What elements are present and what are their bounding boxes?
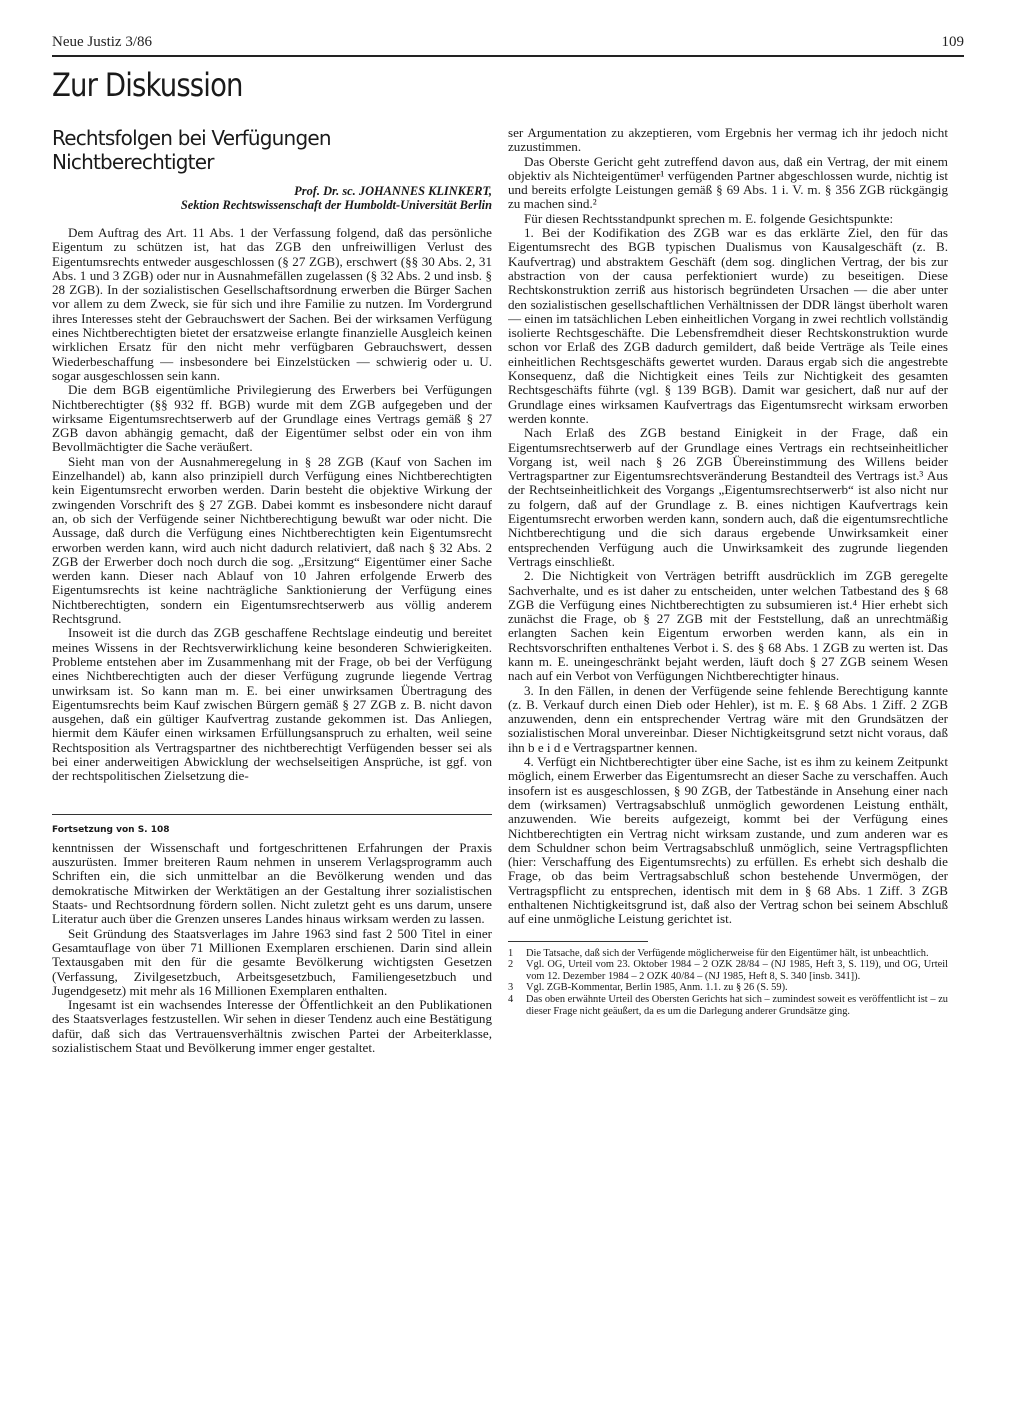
article-paragraph: Insoweit ist die durch das ZGB geschaffene Rechtslage eindeutig und bereitet meines Wissens in der Rechtsverwirklichung keine besonderen Schwierigkeiten. Probleme entstehen aber im Zusammenhang mit der Frage, ob bei der Verfügung eines Nichtberechtigten auch der dieser Verfügung zugrunde liegende Vertrag unwirksam ist. So kann man m. E. bei einer unwirksamen Übertragung des Eigentumsrechts beim Kauf zwischen Bürgern gemäß § 27 ZGB z. B. nicht davon ausgehen, daß ein gültiger Kaufvertrag zustande gekommen ist. Das Anliegen, hiermit dem Käufer einen wirksamen Erfüllungsanspruch zu erhalten, weil seine Rechtsposition als Vertragspartner des nichtberechtigt Verfügenden besser sei als bei einer anderweitigen Abwicklung der wechselseitigen Ansprüche, ist ggf. von der rechtspolitischen Zielsetzung die- bbox=[52, 625, 492, 784]
footnote bbox=[508, 959, 948, 982]
article-paragraph: Das Oberste Gericht geht zutreffend davon aus, daß ein Vertrag, der mit einem objektiv als Nichteigentümer¹ verfügenden Partner abgeschlossen wurde, nichtig ist und bereits erfolgte Leistungen gemäß § 69 Abs. 1 i. V. m. § 356 ZGB rückgängig zu machen sind.² bbox=[508, 153, 948, 212]
article-paragraph: 4. Verfügt ein Nichtberechtigter über eine Sache, ist es ihm zu keinem Zeitpunkt möglich, einem Erwerber das Eigentumsrecht an dieser Sache zu verschaffen. Auch insofern ist es ausgeschlossen, § 90 ZGB, der Tatbestände in Ansehung einer nach dem (wirksamen) Vertragsabschluß unmöglich gewordenen Leistung enthält, anzuwenden. Wie bereits aufgezeigt, kommt bei der Verfügung eines Nichtberechtigten ein Vertrag nicht wirksam zustande, und zum anderen war es dem Schuldner schon beim Vertragsabschluß unmöglich, seine Vertragspflichten (hier: Verschaffung des Eigentumsrechts) zu erfüllen. Es erhebt sich deshalb die Frage, ob das beim Vertragsabschluß schon bestehende Unvermögen, der Vertragspflicht zu entsprechen, identisch mit dem in § 68 Abs. 1 Ziff. 3 ZGB enthaltenen Nichtigkeitsgrund ist, daß also der Vertrag schon bei seinem Abschluß auf eine unmögliche Leistung gerichtet ist. bbox=[508, 754, 948, 927]
right-column bbox=[508, 126, 948, 1326]
section-title: Zur Diskussion bbox=[52, 66, 243, 104]
continuation-label: Fortsetzung von S. 108 bbox=[52, 824, 170, 835]
article-paragraph: Dem Auftrag des Art. 11 Abs. 1 der Verfassung folgend, daß das persönliche Eigentum zu schützen ist, hat das ZGB den unfreiwilligen Verlust des Eigentumsrechts entweder ausgeschlossen (§ 27 ZGB), erschwert (§§ 30 Abs. 2, 31 Abs. 1 und 3 ZGB) oder nur in Ausnahmefällen zugelassen (§ 32 Abs. 2 und insb. § 28 ZGB). In der sozialistischen Gesellschaftsordnung erwerben die Bürger Sachen vor allem zu dem Zweck, sie für sich und ihre Familie zu nutzen. Im Vordergrund ihres Interesses steht der Gebrauchswert der Sachen. Bei der wirksamen Verfügung eines Nichtberechtigten bietet der ersatzweise erlangte finanzielle Ausgleich keinen wirklichen Ersatz für den nicht mehr verfügbaren Gebrauchswert, dessen Wiederbeschaffung — insbesondere bei Einzelstücken — schwierig oder u. U. sogar ausgeschlossen sein kann. bbox=[52, 225, 492, 383]
footnote-number: 1 bbox=[508, 947, 514, 959]
footnote-rule bbox=[508, 941, 648, 942]
journal-name: Neue Justiz 3/86 bbox=[52, 34, 152, 50]
footnote bbox=[508, 994, 948, 1017]
footnote-text: Vgl. ZGB-Kommentar, Berlin 1985, Anm. 1.1. zu § 26 (S. 59). bbox=[526, 982, 788, 994]
footnote bbox=[508, 982, 948, 994]
continuation-paragraph: Seit Gründung des Staatsverlages im Jahre 1963 sind fast 2 500 Titel in einer Gesamtauflage von über 71 Millionen Exemplaren erschienen. Darin sind allein Textausgaben mit den für die gesamte Bevölkerung wichtigsten Gesetzen (Verfassung, Zivilgesetzbuch, Arbeitsgesetzbuch, Familiengesetzbuch und Jugendgesetz) mit mehr als 16 Millionen Exemplaren enthalten. bbox=[52, 925, 492, 998]
left-column bbox=[52, 126, 492, 1326]
continuation-paragraph: Ingesamt ist ein wachsendes Interesse der Öffentlichkeit an den Publikationen des Staatsverlages festzustellen. Wir sehen in dieser Tendenz auch eine Bestätigung dafür, daß sich das Vertrauensverhältnis zwischen Partei der Arbeiterklasse, sozialistischem Staat und Bevölkerung immer enger gestaltet. bbox=[52, 997, 492, 1056]
footnote-number: 4 bbox=[508, 994, 514, 1005]
article-paragraph: 1. Bei der Kodifikation des ZGB war es das erklärte Ziel, den für das Eigentumsrecht des BGB typischen Dualismus von Kausalgeschäft (z. B. Kaufvertrag) und abstraktem Geschäft (dem sog. dinglichen Vertrag, der bis zur abstraction von der causa perfektioniert wurde) zu beseitigen. Diese Rechtskonstruktion zerriß aus historisch begründeten Ursachen — die aber unter den sozialistischen gesellschaftlichen Verhältnissen der DDR längst überholt waren — einen im tatsächlichen Leben einheitlichen Vorgang in zwei rechtlich vollständig isolierte Rechtsgeschäfte. Die Lebensfremdheit dieser Rechtskonstruktion wurde schon vor Erlaß des ZGB dadurch gemildert, daß beide Verträge als Teile eines einheitlichen Rechtsgeschäfts gewertet wurden. Daraus ergab sich die angestrebte Konsequenz, daß die Nichtigkeit eines Teils zur Nichtigkeit des gesamten Rechtsgeschäfts führte (vgl. § 139 BGB). Damit war gesichert, daß nur auf der Grundlage eines wirksamen Kaufvertrags das Eigentumsrecht wirksam erworben werden konnte. bbox=[508, 225, 948, 426]
article-title: Rechtsfolgen bei Verfügungen Nichtberechtigter bbox=[52, 126, 331, 174]
footnote-text: Das oben erwähnte Urteil des Obersten Gerichts hat sich – zumindest soweit es veröffentlicht ist – zu dieser Frage nicht geäußert, da es um die Darlegung anderer Grundsätze ging. bbox=[526, 994, 948, 1017]
author-affiliation: Sektion Rechtswissenschaft der Humboldt-Universität Berlin bbox=[180, 198, 492, 212]
footnote-number: 3 bbox=[508, 982, 514, 994]
article-paragraph: 3. In den Fällen, in denen der Verfügende seine fehlende Berechtigung kannte (z. B. Verkauf durch einen Dieb oder Hehler), ist m. E. § 68 Abs. 1 Ziff. 2 ZGB anzuwenden, denn ein entsprechender Vertrag wäre mit den Grundsätzen der sozialistischen Moral unvereinbar. Dieser Nichtigkeitsgrund setzt nicht voraus, daß ihn b e i d e Vertragspartner kennen. bbox=[508, 682, 948, 755]
article-paragraph: Nach Erlaß des ZGB bestand Einigkeit in der Frage, daß ein Eigentumsrechtserwerb auf der Grundlage eines Vertrags ein rechtseinheitlicher Vorgang ist, weil nach § 26 ZGB Übereinstimmung des Willens beider Vertragspartner zur Eigentumsrechtsveränderung Bestandteil des Vertrags ist.³ Aus der Rechtseinheitlichkeit des Vorgangs „Eigentumsrechtserwerb“ ist also nicht nur zu folgern, daß auf der Grundlage z. B. eines nichtigen Kaufvertrags kein Eigentumsrecht erworben werden kann, sondern auch, daß die eigentumsrechtliche Nichtberechtigung und die sich daraus ergebende Unwirksamkeit einer entsprechenden Verfügung auch die Unwirksamkeit des zugrunde liegenden Vertrags einschließt. bbox=[508, 425, 948, 569]
section-divider bbox=[52, 814, 492, 815]
footnote-text: Die Tatsache, daß sich der Verfügende möglicherweise für den Eigentümer hält, ist unbeachtlich. bbox=[526, 947, 929, 959]
footnote-text: Vgl. OG, Urteil vom 23. Oktober 1984 – 2 OZK 28/84 – (NJ 1985, Heft 3, S. 119), und OG, Urteil vom 12. Dezember 1984 – 2 OZK 40/84 – (NJ 1985, Heft 8, S. 340 [insb. 341]). bbox=[526, 959, 948, 982]
article-paragraph: Die dem BGB eigentümliche Privilegierung des Erwerbers bei Verfügungen Nichtberechtigter (§§ 932 ff. BGB) wurde mit dem ZGB aufgegeben und der wirksame Eigentumsrechtserwerb auf der Grundlage eines Vertrags gemäß § 27 ZGB davon abhängig gemacht, daß der Eigentümer selbst oder ein von ihm Bevollmächtigter die Sache veräußert. bbox=[52, 382, 492, 455]
author-name: Prof. Dr. sc. JOHANNES KLINKERT, bbox=[294, 184, 492, 198]
author-block bbox=[52, 184, 492, 212]
page-number: 109 bbox=[941, 34, 964, 50]
page-header bbox=[52, 34, 964, 56]
article-paragraph: Für diesen Rechtsstandpunkt sprechen m. E. folgende Gesichtspunkte: bbox=[524, 210, 894, 226]
footnote-number: 2 bbox=[508, 959, 514, 971]
header-rule bbox=[52, 55, 964, 57]
article-paragraph: ser Argumentation zu akzeptieren, vom Ergebnis her vermag ich ihr jedoch nicht zuzustimmen. bbox=[508, 126, 948, 155]
continuation-paragraph: kenntnissen der Wissenschaft und fortgeschrittenen Erfahrungen der Praxis auszurüsten. Immer breiteren Raum nehmen in unserem Verlagsprogramm auch Schriften ein, die sich unmittelbar an die Bevölkerung wenden und das demokratische Mitwirken der Werktätigen an der Gestaltung ihrer sozialistischen Staats- und Rechtsordnung fördern sollen. Nicht zuletzt geht es uns darum, unsere Literatur auch über die Grenzen unseres Landes hinaus wirksam werden zu lassen. bbox=[52, 839, 492, 927]
article-paragraph: Sieht man von der Ausnahmeregelung in § 28 ZGB (Kauf von Sachen im Einzelhandel) ab, kann also prinzipiell durch Verfügung eines Nichtberechtigten kein Eigentumsrecht erworben werden. Darin besteht die objektive Wirkung der zwingenden Vorschrift des § 27 ZGB. Dabei kommt es insbesondere nicht darauf an, ob sich der Verfügende seiner Nichtberechtigung bewußt war oder nicht. Die Aussage, daß durch die Verfügung eines Nichtberechtigten kein Eigentumsrecht erworben werden kann, wird auch nicht dadurch relativiert, daß nach § 32 Abs. 2 ZGB der Erwerber doch noch durch die sog. „Ersitzung“ Eigentümer einer Sache werden kann. Dieser nach Ablauf von 10 Jahren erfolgende Erwerb des Eigentumsrechts ist keine nachträgliche Sanktionierung der Verfügung eines Nichtberechtigten, sondern ein Eigentumsrechtserwerb aus völlig anderem Rechtsgrund. bbox=[52, 453, 492, 627]
footnote bbox=[508, 948, 948, 960]
article-paragraph: 2. Die Nichtigkeit von Verträgen betrifft ausdrücklich im ZGB geregelte Sachverhalte, und es ist daher zu entscheiden, unter welchen Tatbestand des § 68 ZGB die Verfügung eines Nichtberechtigten zu subsumieren ist.⁴ Hier erhebt sich zunächst die Frage, ob § 27 ZGB mit der Feststellung, daß an unrechtmäßig erlangten Sachen kein Eigentum erworben werden kann, als ein in Rechtsvorschriften enthaltenes Verbot i. S. des § 68 Abs. 1 ZGB zu werten ist. Das kann m. E. uneingeschränkt bejaht werden, läuft doch § 27 ZGB seinem Wesen nach auf ein Verbot von Verfügungen Nichtberechtigter hinaus. bbox=[508, 568, 948, 684]
footnotes bbox=[508, 948, 948, 1018]
